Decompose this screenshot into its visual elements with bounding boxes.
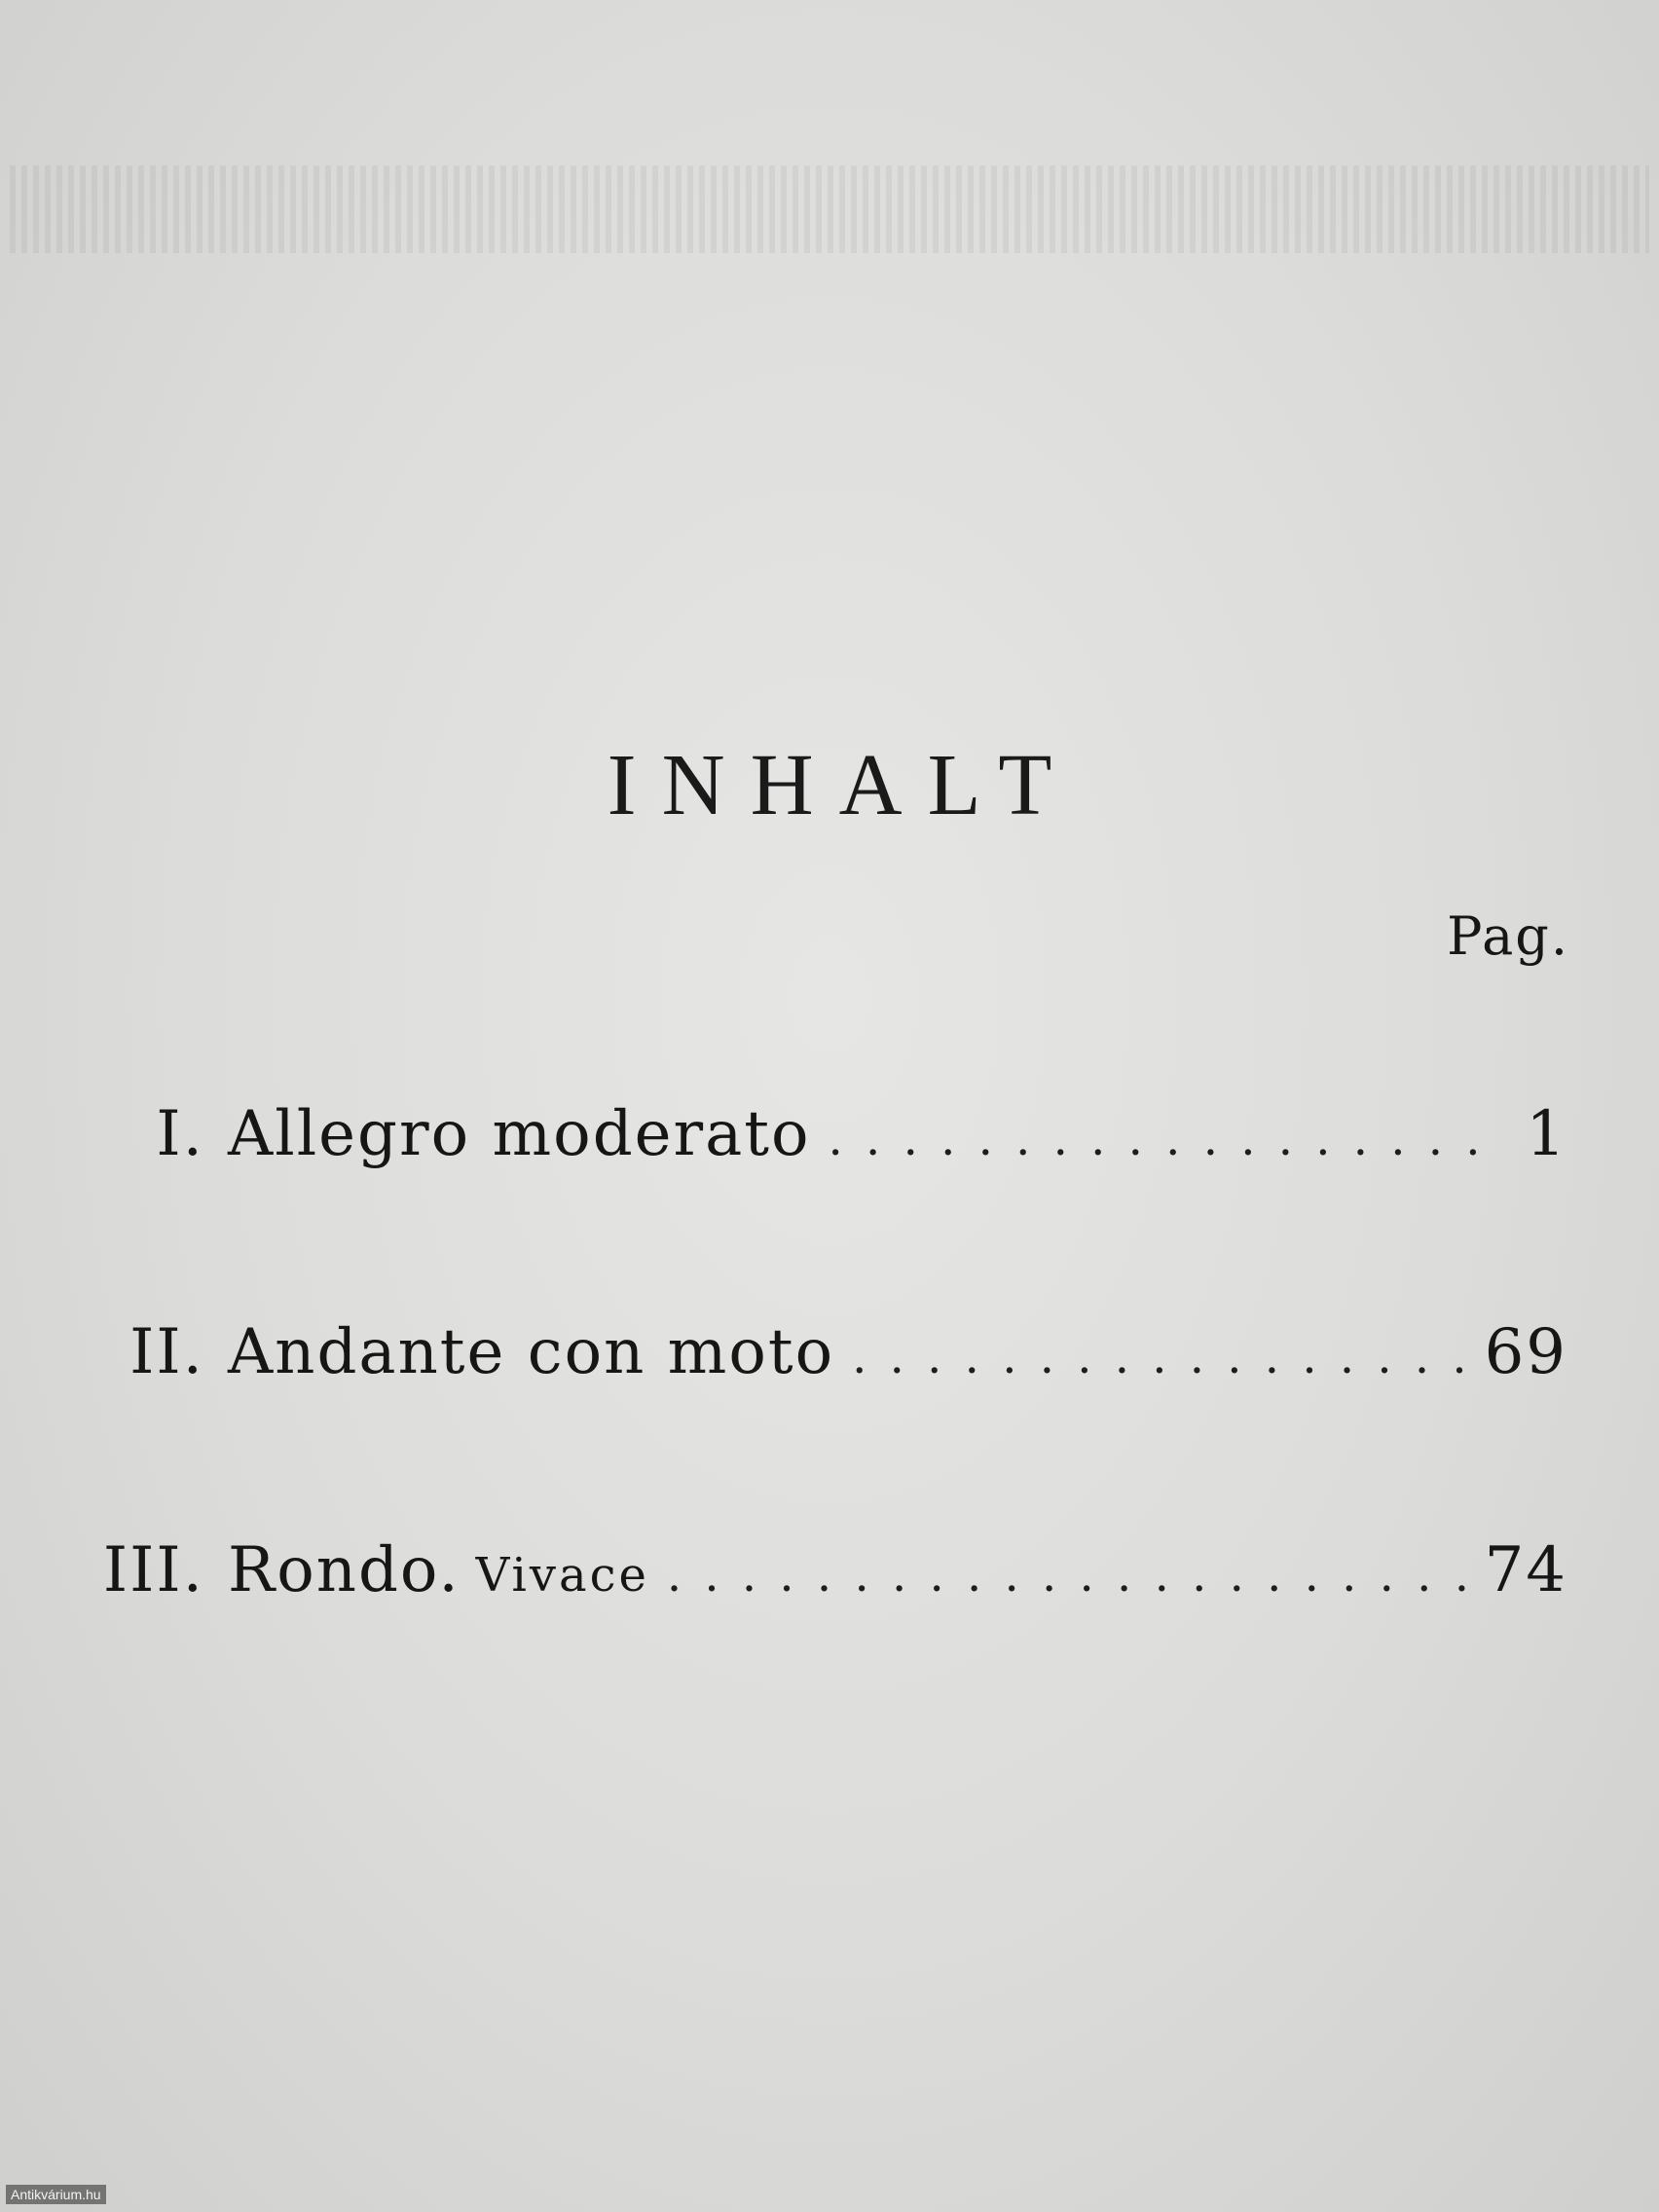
toc-entry-1[interactable] — [68, 1098, 1567, 1186]
toc-entry-page: 1 — [1526, 1098, 1567, 1170]
dot-leader — [829, 1112, 1492, 1166]
toc-entry-page: 74 — [1484, 1534, 1567, 1606]
show-through-ornament — [10, 166, 1649, 253]
toc-entry-2[interactable] — [68, 1316, 1567, 1404]
toc-entry-movement — [218, 1098, 811, 1170]
page-title: INHALT — [607, 737, 1078, 833]
page-column-label: Pag. — [1447, 905, 1569, 967]
toc-entry-title: Rondo. — [228, 1534, 461, 1606]
toc-entry-numeral: III. — [102, 1534, 204, 1606]
toc-entry-movement — [218, 1316, 834, 1388]
toc-entry-tempo: Vivace — [475, 1548, 649, 1603]
toc-entry-movement — [218, 1534, 649, 1606]
dot-leader — [852, 1330, 1466, 1384]
watermark: Antikvárium.hu — [6, 2185, 106, 2204]
toc-entry-title: Allegro moderato — [228, 1098, 811, 1170]
dot-leader — [667, 1548, 1467, 1603]
toc-entry-numeral: I. — [156, 1098, 204, 1170]
toc-entry-page: 69 — [1484, 1316, 1567, 1388]
toc-entry-3[interactable] — [68, 1534, 1567, 1622]
toc-entry-title: Andante con moto — [228, 1316, 835, 1388]
toc-entry-numeral: II. — [129, 1316, 204, 1388]
